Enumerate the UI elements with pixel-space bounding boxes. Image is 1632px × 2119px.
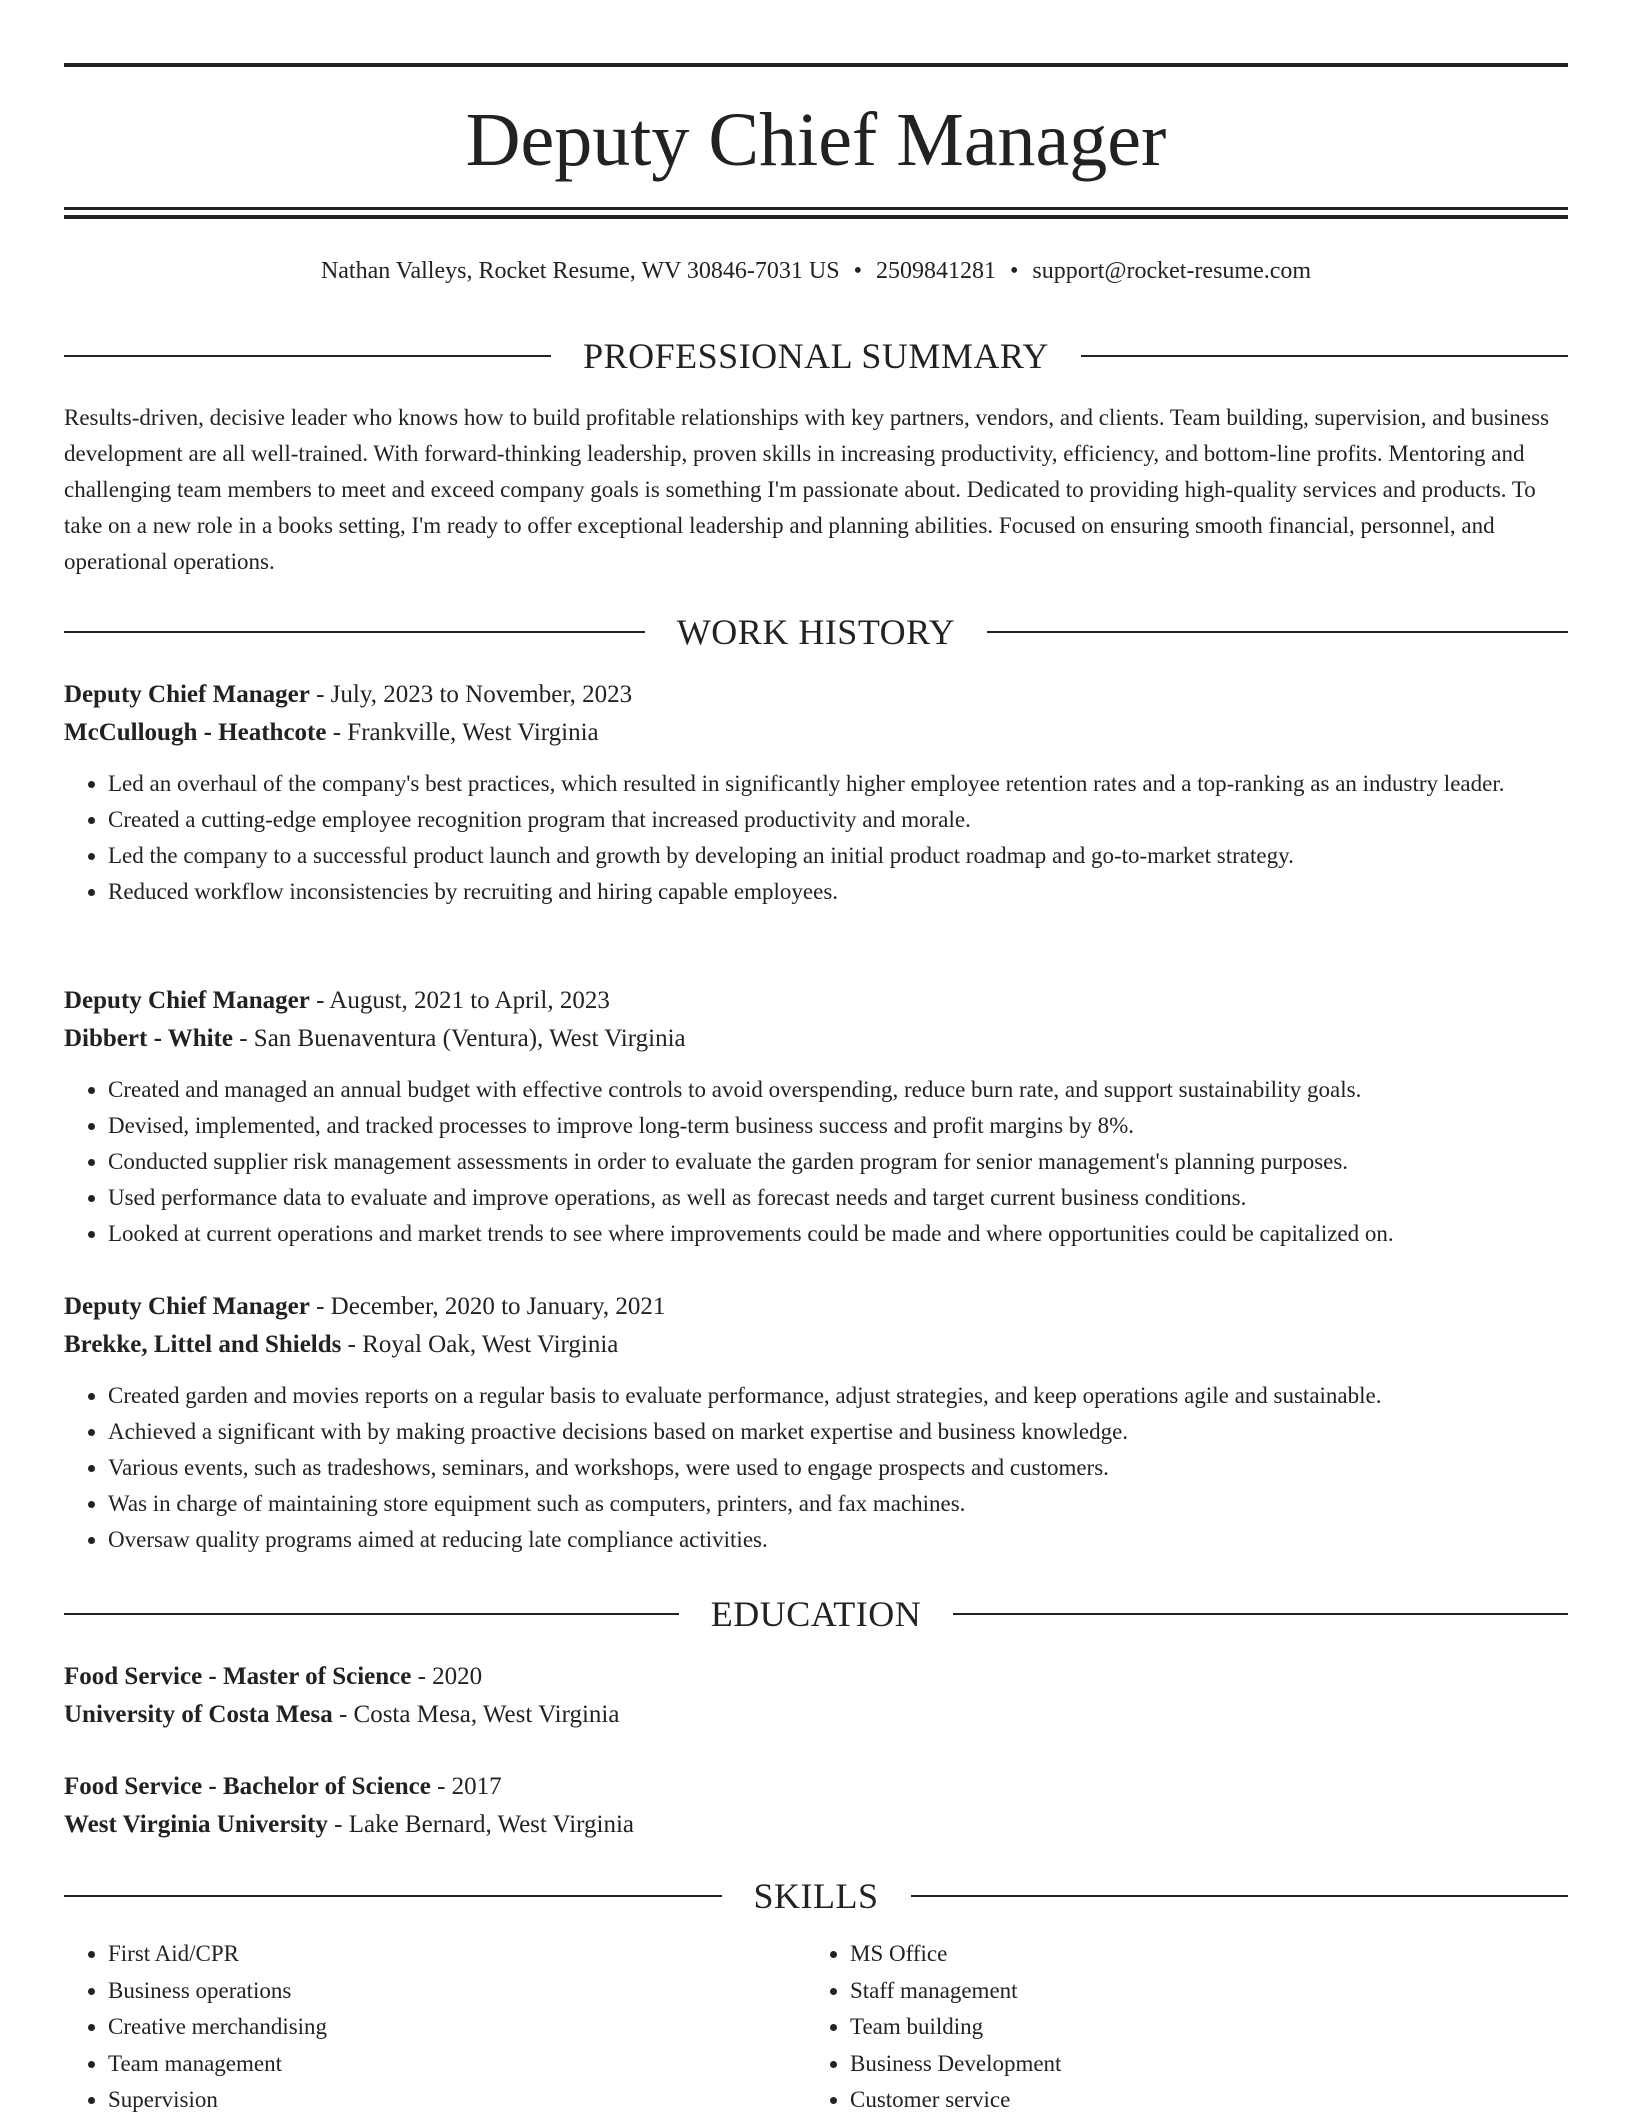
education-degree: Food Service - Master of Science [64, 1663, 412, 1690]
heading-rule [911, 1895, 1569, 1897]
skill-item: • MS Office [850, 1936, 1548, 1973]
section-heading-work-history [64, 610, 1568, 654]
job-bullets [64, 1378, 1568, 1558]
job-bullet: • Created a cutting-edge employee recognition program that increased productivity and morale. [108, 802, 1568, 838]
contact-separator: • [853, 258, 862, 284]
job-location: - San Buenaventura (Ventura), West Virginia [232, 1025, 686, 1052]
education-degree: Food Service - Bachelor of Science [64, 1773, 431, 1800]
education-location: - Lake Bernard, West Virginia [327, 1811, 635, 1838]
education-year: - 2017 [430, 1773, 502, 1800]
job-bullet: • Conducted supplier risk management assessments in order to evaluate the garden program for senior management's planning purposes. [108, 1144, 1568, 1180]
top-rule [64, 63, 1568, 67]
education-school-line [64, 1696, 1568, 1734]
job-title: Deputy Chief Manager [64, 681, 310, 708]
job-bullet: • Various events, such as tradeshows, seminars, and workshops, were used to engage prospects and customers. [108, 1450, 1568, 1486]
job-bullet: • Was in charge of maintaining store equipment such as computers, printers, and fax machines. [108, 1486, 1568, 1522]
title-rule-upper [64, 207, 1568, 210]
skills-column-left [64, 1936, 806, 2119]
job-bullets [64, 766, 1568, 910]
skill-item: • First Aid/CPR [108, 1936, 806, 1973]
heading-rule [987, 631, 1568, 633]
section-heading-skills [64, 1874, 1568, 1918]
job-company: Brekke, Littel and Shields [64, 1331, 342, 1358]
resume-title: Deputy Chief Manager [465, 98, 1167, 182]
education-school-line [64, 1806, 1568, 1844]
education-year: - 2020 [411, 1663, 483, 1690]
job-title: Deputy Chief Manager [64, 1293, 310, 1320]
contact-phone: 2509841281 [875, 258, 996, 284]
summary-text: Results-driven, decisive leader who knows how to build profitable relationships with key partners, vendors, and clients. Team building, supervision, and business development are all well-trained. With forward-thinking leadership, proven skills in increasing productivity, efficiency, and bottom-line profits. Mentoring and challenging team members to meet and exceed company goals is something I'm passionate about. Dedicated to providing high-quality services and products. To take on a new role in a books setting, I'm ready to offer exceptional leadership and planning abilities. Focused on ensuring smooth financial, personnel, and operational operations. [64, 405, 1550, 574]
job-title: Deputy Chief Manager [64, 987, 310, 1014]
job-dates: - December, 2020 to January, 2021 [309, 1293, 666, 1320]
skill-item: • Team building [850, 2009, 1548, 2046]
education-degree-line [64, 1768, 1568, 1806]
skills-column-right [806, 1936, 1548, 2119]
skill-item: • Staff management [850, 1973, 1548, 2010]
job-entry [64, 1288, 1568, 1558]
job-company-line [64, 1020, 1568, 1058]
job-bullet: • Led the company to a successful product launch and growth by developing an initial product roadmap and go-to-market strategy. [108, 838, 1568, 874]
job-bullet: • Used performance data to evaluate and improve operations, as well as forecast needs and target current business conditions. [108, 1180, 1568, 1216]
section-heading-education [64, 1592, 1568, 1636]
job-location: - Frankville, West Virginia [326, 719, 599, 746]
education-degree-line [64, 1658, 1568, 1696]
education-location: - Costa Mesa, West Virginia [332, 1701, 620, 1728]
contact-email: support@rocket-resume.com [1032, 258, 1312, 284]
job-entry [64, 676, 1568, 910]
heading-rule [64, 1895, 722, 1897]
job-company-line [64, 714, 1568, 752]
skills-list [64, 1936, 1568, 2119]
education-entry [64, 1768, 1568, 1844]
job-bullet: • Created and managed an annual budget with effective controls to avoid overspending, reduce burn rate, and support sustainability goals. [108, 1072, 1568, 1108]
job-bullet: • Looked at current operations and market trends to see where improvements could be made and where opportunities could be capitalized on. [108, 1216, 1568, 1252]
job-entry [64, 982, 1568, 1252]
education-school: University of Costa Mesa [64, 1701, 333, 1728]
section-title: WORK HISTORY [676, 612, 956, 652]
job-title-line [64, 1288, 1568, 1326]
section-title: SKILLS [753, 1876, 879, 1916]
section-heading-summary [64, 334, 1568, 378]
job-dates: - August, 2021 to April, 2023 [309, 987, 610, 1014]
skill-item: • Supervision [108, 2082, 806, 2119]
heading-rule [64, 1613, 679, 1615]
skill-item: • Business operations [108, 1973, 806, 2010]
job-company: Dibbert - White [64, 1025, 233, 1052]
job-bullet: • Led an overhaul of the company's best practices, which resulted in significantly higher employee retention rates and a top-ranking as an industry leader. [108, 766, 1568, 802]
skill-item: • Team management [108, 2046, 806, 2083]
job-bullet: • Devised, implemented, and tracked processes to improve long-term business success and profit margins by 8%. [108, 1108, 1568, 1144]
job-title-line [64, 676, 1568, 714]
heading-rule [64, 355, 551, 357]
education-school: West Virginia University [64, 1811, 328, 1838]
skill-item: • Creative merchandising [108, 2009, 806, 2046]
heading-rule [1081, 355, 1568, 357]
job-company-line [64, 1326, 1568, 1364]
contact-line [64, 254, 1568, 288]
skill-item: • Customer service [850, 2082, 1548, 2119]
education-entry [64, 1658, 1568, 1734]
job-bullets [64, 1072, 1568, 1252]
job-bullet: • Oversaw quality programs aimed at reducing late compliance activities. [108, 1522, 1568, 1558]
job-dates: - July, 2023 to November, 2023 [309, 681, 633, 708]
contact-separator: • [1009, 258, 1019, 284]
skill-item: • Business Development [850, 2046, 1548, 2083]
section-title: EDUCATION [710, 1594, 922, 1634]
job-company: McCullough - Heathcote [64, 719, 327, 746]
heading-rule [64, 631, 645, 633]
job-bullet: • Created garden and movies reports on a regular basis to evaluate performance, adjust strategies, and keep operations agile and sustainable. [108, 1378, 1568, 1414]
job-location: - Royal Oak, West Virginia [341, 1331, 619, 1358]
heading-rule [953, 1613, 1568, 1615]
title-rule-lower [64, 215, 1568, 219]
job-bullet: • Reduced workflow inconsistencies by recruiting and hiring capable employees. [108, 874, 1568, 910]
contact-address: Nathan Valleys, Rocket Resume, WV 30846-7031 US [320, 258, 840, 284]
job-bullet: • Achieved a significant with by making proactive decisions based on market expertise and business knowledge. [108, 1414, 1568, 1450]
job-title-line [64, 982, 1568, 1020]
section-title: PROFESSIONAL SUMMARY [583, 336, 1049, 376]
